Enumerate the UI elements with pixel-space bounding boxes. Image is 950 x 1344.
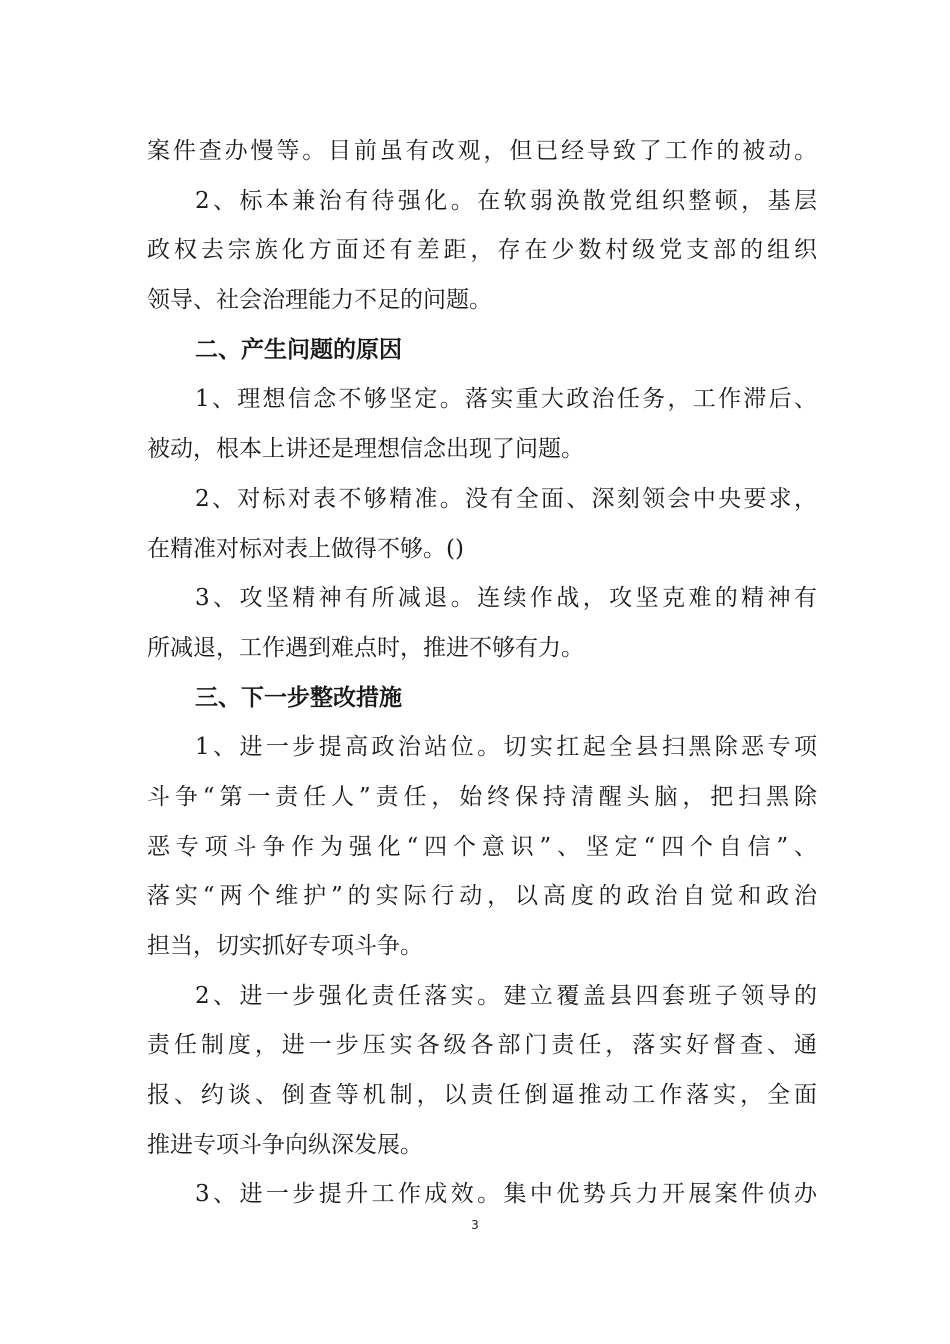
paragraph-line: 1、进一步提高政治站位。切实扛起全县扫黑除恶专项 bbox=[195, 734, 817, 761]
paragraph-line: 责任制度，进一步压实各级各部门责任，落实好督查、通 bbox=[147, 1032, 817, 1059]
paragraph-line: 在精准对标对表上做得不够。() bbox=[147, 535, 464, 562]
paragraph-line: 案件查办慢等。目前虽有改观，但已经导致了工作的被动。 bbox=[147, 138, 817, 164]
paragraph-line: 3、进一步提升工作成效。集中优势兵力开展案件侦办 bbox=[195, 1181, 817, 1208]
paragraph-line: 领导、社会治理能力不足的问题。 bbox=[147, 287, 492, 314]
paragraph-line: 斗争“第一责任人”责任，始终保持清醒头脑，把扫黑除 bbox=[147, 783, 817, 810]
section-heading: 三、下一步整改措施 bbox=[195, 684, 402, 711]
paragraph-line: 落实“两个维护”的实际行动，以高度的政治自觉和政治 bbox=[147, 883, 817, 910]
paragraph-line: 2、进一步强化责任落实。建立覆盖县四套班子领导的 bbox=[195, 982, 817, 1009]
paragraph-line: 担当，切实抓好专项斗争。 bbox=[147, 933, 423, 959]
paragraph-line: 被动，根本上讲还是理想信念出现了问题。 bbox=[147, 436, 584, 463]
paragraph-line: 1、理想信念不够坚定。落实重大政治任务，工作滞后、 bbox=[195, 386, 817, 413]
paragraph-line: 2、对标对表不够精准。没有全面、深刻领会中央要求， bbox=[195, 485, 817, 512]
body-text bbox=[147, 127, 817, 1220]
paragraph-line: 3、攻坚精神有所减退。连续作战，攻坚克难的精神有 bbox=[195, 585, 817, 612]
paragraph-line: 恶专项斗争作为强化“四个意识”、坚定“四个自信”、 bbox=[147, 833, 817, 860]
paragraph-line: 推进专项斗争向纵深发展。 bbox=[147, 1131, 423, 1158]
paragraph-line: 所减退，工作遇到难点时，推进不够有力。 bbox=[147, 634, 584, 661]
paragraph-line: 2、标本兼治有待强化。在软弱涣散党组织整顿，基层 bbox=[195, 187, 817, 214]
page-number: 3 bbox=[471, 1218, 479, 1232]
section-heading: 二、产生问题的原因 bbox=[195, 336, 402, 363]
paragraph-line: 政权去宗族化方面还有差距，存在少数村级党支部的组织 bbox=[147, 237, 817, 264]
paragraph-line: 报、约谈、倒查等机制，以责任倒逼推动工作落实，全面 bbox=[147, 1082, 817, 1109]
